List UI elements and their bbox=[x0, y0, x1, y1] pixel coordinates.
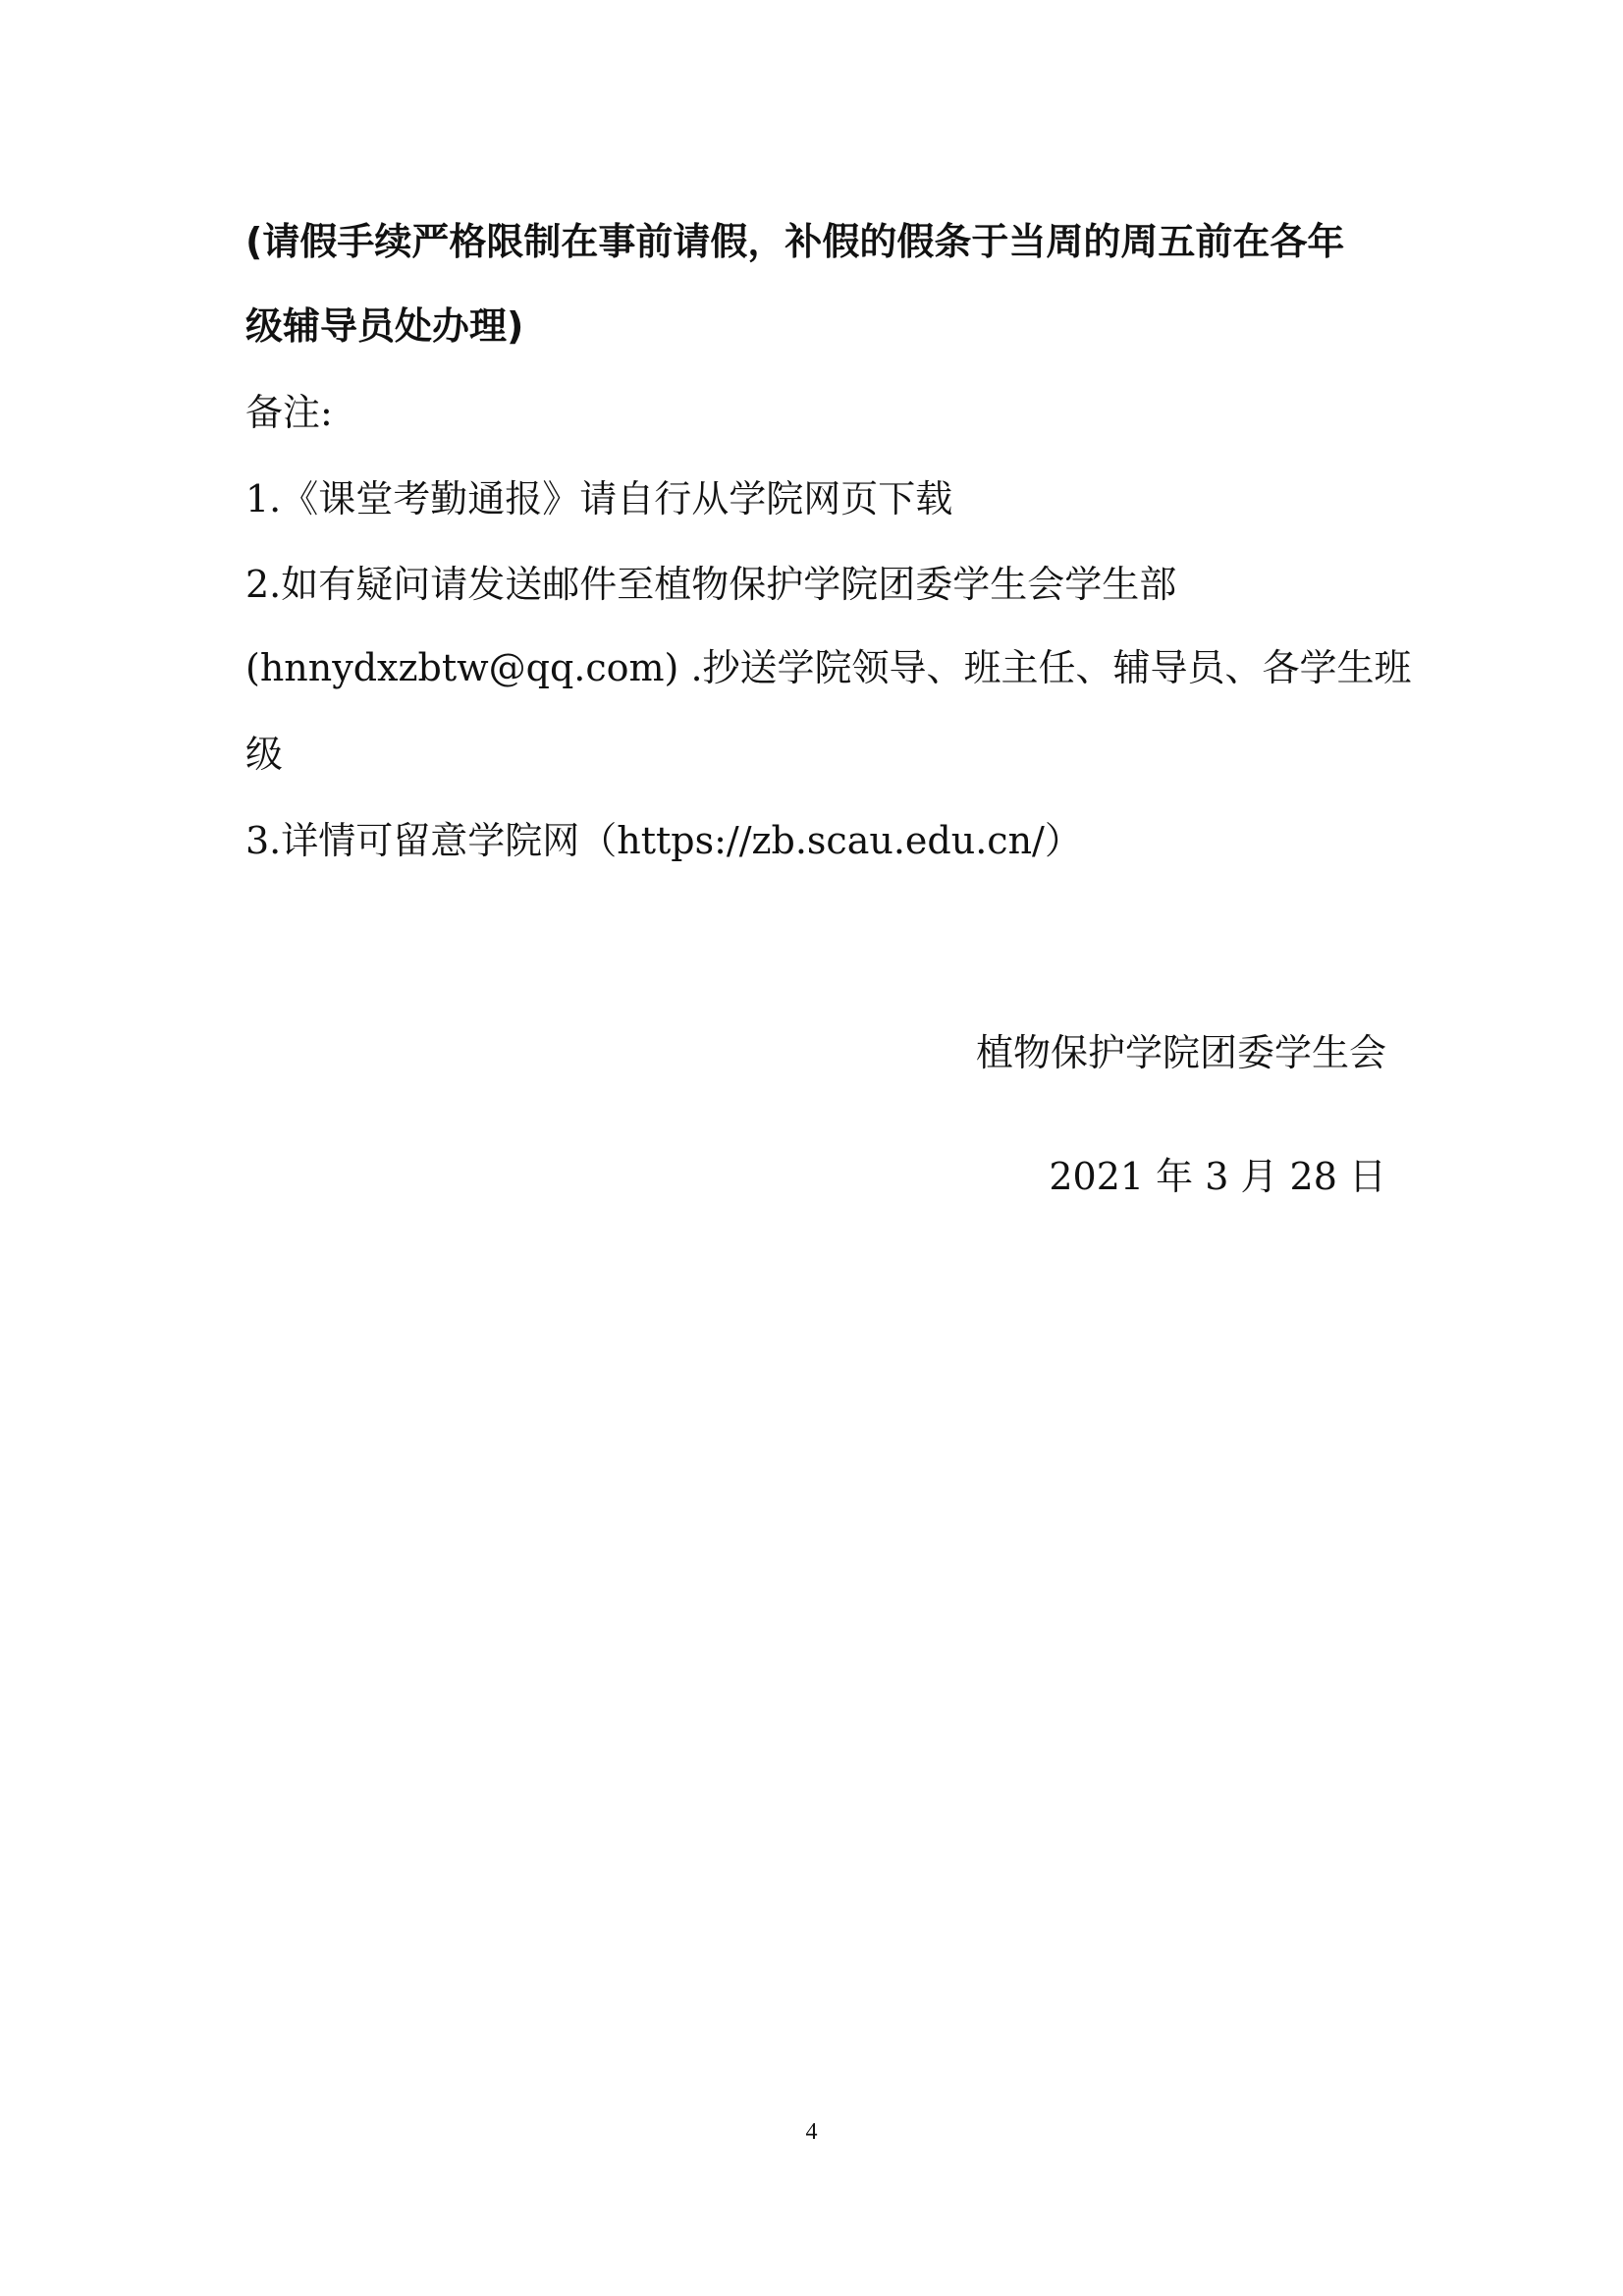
signature-date: 2021 年 3 月 28 日 bbox=[1049, 1155, 1386, 1198]
leave-note-line-1: (请假手续严格限制在事前请假，补假的假条于当周的周五前在各年 bbox=[245, 220, 1345, 263]
remark-item-1: 1.《课堂考勤通报》请自行从学院网页下载 bbox=[245, 477, 953, 520]
remark-item-2-line-2: (hnnydxzbtw@qq.com) .抄送学院领导、班主任、辅导员、各学生班 bbox=[245, 646, 1412, 689]
signature-organization: 植物保护学院团委学生会 bbox=[975, 1031, 1386, 1074]
page-number: 4 bbox=[805, 2119, 818, 2145]
remark-item-3: 3.详情可留意学院网（https://zb.scau.edu.cn/） bbox=[245, 819, 1082, 862]
remark-item-2-line-1: 2.如有疑问请发送邮件至植物保护学院团委学生会学生部 bbox=[245, 563, 1177, 606]
remark-item-2-line-3: 级 bbox=[245, 733, 284, 776]
leave-note-line-2: 级辅导员处办理) bbox=[245, 304, 524, 348]
remarks-heading: 备注: bbox=[245, 391, 333, 434]
